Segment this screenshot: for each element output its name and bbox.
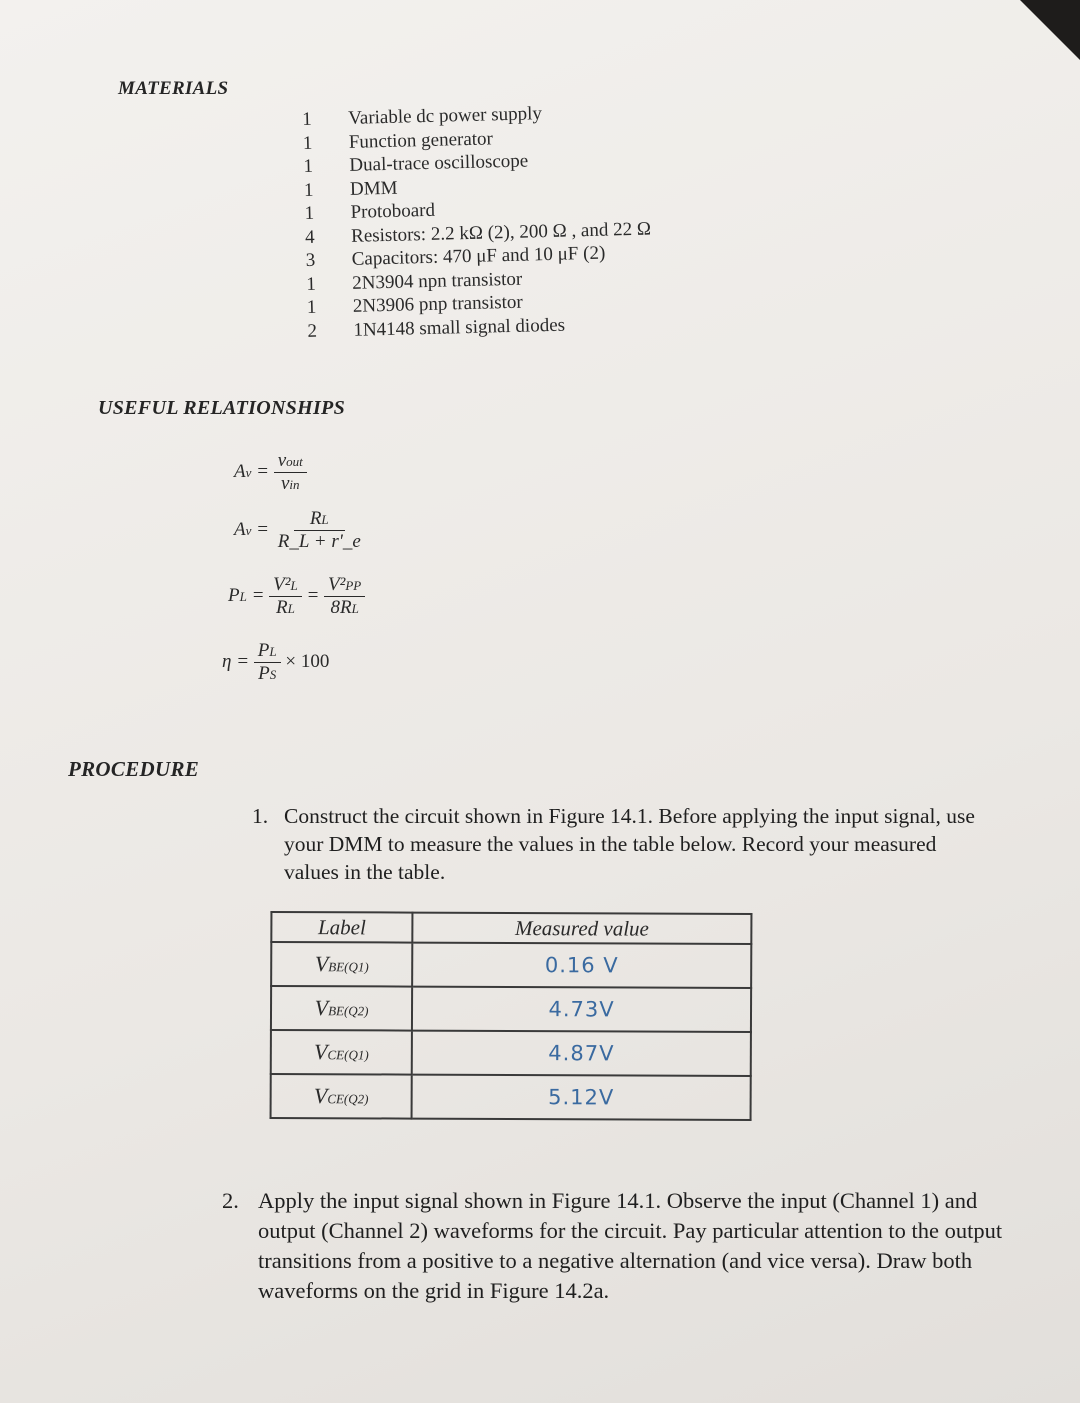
step-text: Construct the circuit shown in Figure 14.1. Before applying the input signal, use your DMM to measure the values in the table below. Record your measured values in the table. (284, 804, 975, 884)
label-symbol: V (314, 951, 329, 977)
materials-item: Variable dc power supply (348, 103, 543, 129)
eq-fraction (269, 574, 302, 619)
label-sub: BE(Q1) (328, 959, 369, 975)
equation-load-power (228, 574, 365, 619)
materials-heading: MATERIALS (118, 78, 229, 99)
page-corner-shadow (1020, 0, 1080, 60)
materials-qty: 1 (306, 273, 317, 295)
eq-equals: = (251, 584, 265, 606)
eq-num-sub: L (290, 578, 298, 593)
equation-voltage-gain (234, 450, 307, 495)
eq-num-sub: L (269, 644, 277, 659)
eq-pl-sub: L (239, 588, 247, 604)
eq-num: P (257, 640, 270, 661)
materials-item: Capacitors: 470 μF and 10 μF (2) (351, 242, 606, 270)
table-header-value: Measured value (412, 913, 751, 944)
materials-item: Dual-trace oscilloscope (349, 150, 529, 176)
eq-fraction (274, 450, 307, 495)
table-row (271, 986, 751, 1032)
table-cell-value[interactable]: 0.16 V (412, 943, 751, 988)
table-cell-label (271, 942, 412, 987)
eq-av-sub: v (245, 464, 252, 480)
label-symbol: V (314, 995, 329, 1021)
table-row (271, 1074, 751, 1120)
materials-qty: 1 (302, 108, 313, 130)
label-sub: CE(Q1) (327, 1047, 369, 1063)
step-text: Apply the input signal shown in Figure 14.1. Observe the input (Channel 1) and output (Channel 2) waveforms for the circuit. Pay particular attention to the output transitions from a positive to a negative alternation (and vice versa). Draw both waveforms on the grid in Figure 14.2a. (258, 1188, 1003, 1303)
eq-num: V² (328, 574, 346, 595)
materials-qty: 2 (307, 320, 318, 342)
eq-num: v (277, 450, 287, 471)
eq-num-sub: out (286, 454, 303, 469)
materials-qty: 1 (304, 202, 315, 224)
materials-qty: 1 (306, 296, 317, 318)
eq-num: V² (273, 574, 291, 595)
useful-relationships-heading: USEFUL RELATIONSHIPS (98, 397, 345, 419)
label-sub: BE(Q2) (328, 1003, 369, 1019)
table-cell-label (271, 1030, 412, 1075)
eq-den: 8R (330, 597, 352, 618)
table-cell-label (271, 986, 412, 1031)
table-cell-label (271, 1074, 412, 1119)
materials-qty: 1 (303, 179, 314, 201)
eq-multiplier: × 100 (285, 650, 330, 672)
eq-equals: = (256, 460, 269, 482)
eq-num-sub: L (321, 512, 329, 527)
eq-equals: = (256, 518, 269, 540)
materials-qty: 1 (303, 155, 314, 177)
equation-efficiency (222, 640, 329, 685)
materials-item: Function generator (348, 127, 494, 153)
eq-pl-symbol: P (228, 584, 240, 606)
equation-gain-resistance (234, 508, 365, 553)
eq-fraction (274, 508, 365, 553)
eq-den-sub: L (351, 601, 359, 616)
procedure-heading: PROCEDURE (68, 757, 200, 781)
eq-den-sub: S (269, 667, 277, 682)
materials-qty: 4 (304, 226, 315, 248)
materials-qty: 3 (305, 249, 316, 271)
eq-av-symbol: A (234, 518, 246, 540)
procedure-step-2 (222, 1186, 1028, 1306)
eq-den-sub: in (289, 477, 300, 492)
table-cell-value[interactable]: 5.12V (412, 1075, 751, 1120)
materials-qty: 1 (302, 132, 313, 154)
eq-fraction (324, 574, 365, 619)
materials-item: Resistors: 2.2 kΩ (2), 200 Ω , and 22 Ω (350, 218, 652, 247)
materials-item: 1N4148 small signal diodes (353, 314, 566, 341)
label-sub: CE(Q2) (327, 1091, 369, 1107)
eq-den: P (258, 663, 270, 684)
eq-eta-symbol: η (222, 650, 232, 672)
table-header-label: Label (271, 912, 412, 943)
eq-equals: = (306, 584, 320, 606)
materials-item: 2N3906 pnp transistor (352, 291, 524, 317)
table-header-row (271, 912, 751, 944)
table-cell-value[interactable]: 4.73V (412, 987, 751, 1032)
label-symbol: V (314, 1039, 328, 1065)
eq-den: v (280, 473, 290, 494)
eq-den: R_L + r'_e (277, 531, 361, 552)
eq-den-sub: L (287, 601, 295, 616)
label-symbol: V (313, 1083, 328, 1109)
materials-item: Protoboard (350, 199, 436, 223)
table-row (271, 942, 751, 988)
eq-den: R (276, 597, 288, 618)
eq-equals: = (236, 650, 250, 672)
materials-item: 2N3904 npn transistor (352, 268, 523, 294)
eq-num: R (309, 508, 322, 529)
materials-item: DMM (349, 177, 398, 200)
measurement-table (270, 911, 753, 1121)
procedure-step-1 (252, 802, 984, 886)
materials-list (302, 100, 654, 343)
eq-av-symbol: A (234, 460, 246, 482)
step-number: 1. (252, 804, 269, 828)
eq-num-sub: PP (345, 578, 362, 593)
table-row (271, 1030, 751, 1076)
eq-av-sub: v (245, 522, 252, 538)
step-number: 2. (222, 1188, 239, 1213)
eq-fraction (254, 640, 281, 685)
table-cell-value[interactable]: 4.87V (412, 1031, 751, 1076)
